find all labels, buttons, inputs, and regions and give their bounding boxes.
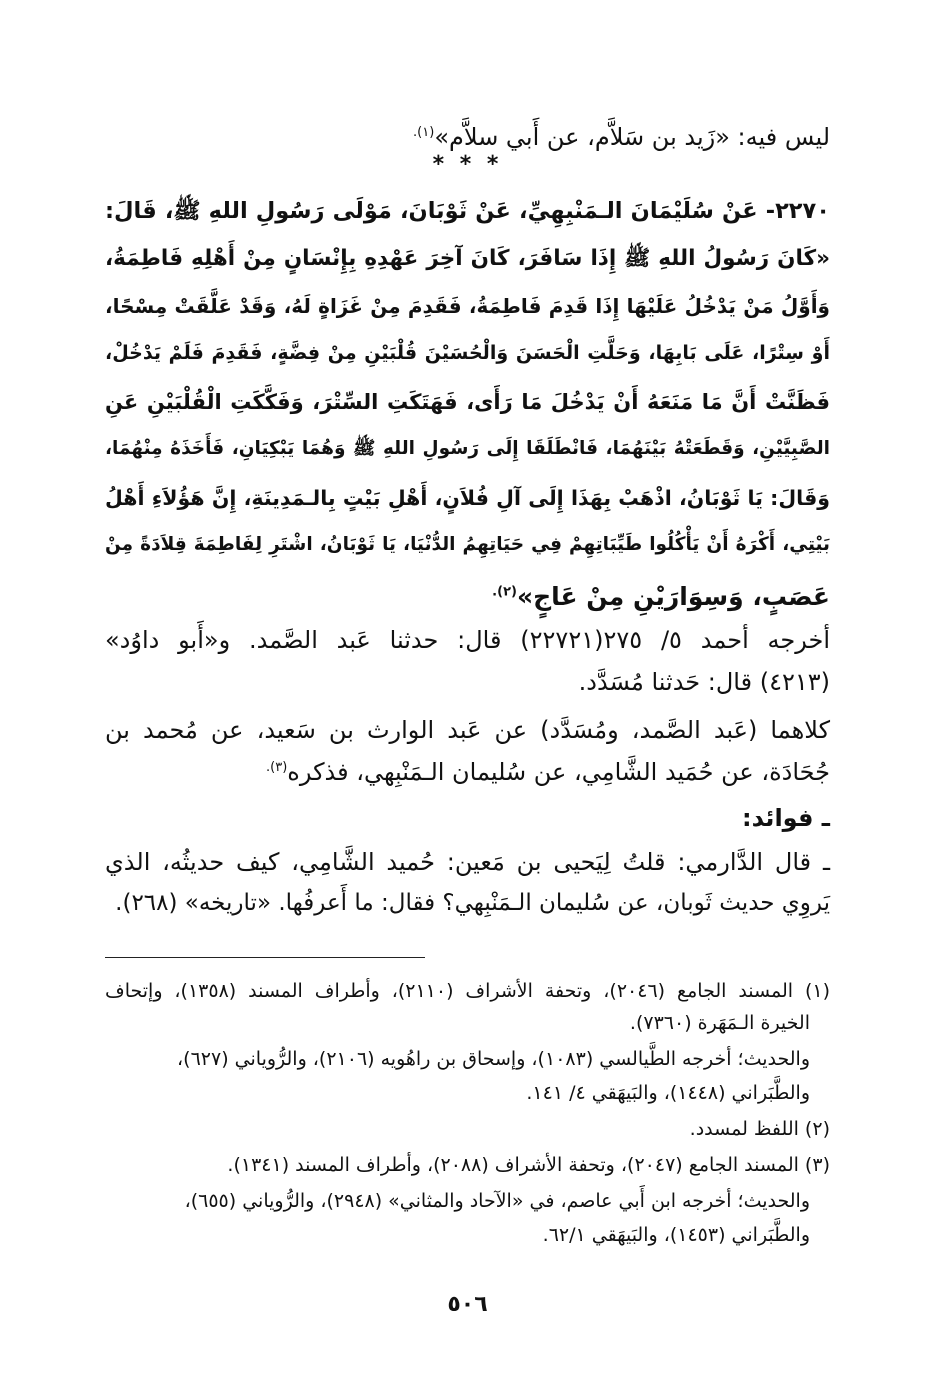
hadith-line-5: فَظَنَّتْ أَنَّ مَا مَنَعَهُ أَنْ يَدْخُلَ مَا رَأَى، فَهَتَكَتِ السِّتْرَ، وَفَكَّكَتِ الْقُلْبَيْنِ عَنِ xyxy=(105,390,830,414)
page-number: ٥٠٦ xyxy=(447,1292,488,1317)
hadith-line-2: «كَانَ رَسُولُ اللهِ ﷺ إِذَا سَافَرَ، كَانَ آخِرَ عَهْدِهِ بِإِنْسَانٍ مِنْ أَهْلِهِ فَاطِمَةُ، xyxy=(105,246,830,271)
chain-text: جُحَادَة، عن حُمَيد الشَّامِي، عن سُليمان الـمَنْبِهي، فذكره xyxy=(287,758,830,786)
hadith-line-7: وَقَالَ: يَا ثَوْبَانُ، اذْهَبْ بِهَذَا إِلَى آلِ فُلاَنٍ، أَهْلِ بَيْتٍ بِالـمَدِينَةِ، إِنَّ هَؤُلاَءِ أَهْلُ xyxy=(105,486,830,510)
chain-line-2 xyxy=(266,760,830,784)
hadith-line-6: الصَّبِيَّيْنِ، وَقَطَعَتْهُ بَيْنَهُمَا، فَانْطَلَقَا إِلَى رَسُولِ اللهِ ﷺ وَهُمَا يَبْكِيَانِ، فَأَخَذَهُ مِنْهُمَا، xyxy=(105,438,830,459)
footnote-3-line-1: (٣) المسند الجامع (٢٠٤٧)، وتحفة الأشراف (٢٠٨٨)، وأطراف المسند (١٣٤١). xyxy=(227,1154,830,1176)
fawaid-line-2: يَروِي حديث ثَوبان، عن سُليمان الـمَنْبِهي؟ فقال: ما أَعرفُها. «تاريخه» (٢٦٨). xyxy=(115,890,830,916)
hadith-line-1: ٢٢٧٠- عَنْ سُلَيْمَانَ الـمَنْبِهِيِّ، عَنْ ثَوْبَانَ، مَوْلَى رَسُولِ اللهِ ﷺ، قَالَ: xyxy=(105,198,830,224)
takhrij-line-2: (٤٢١٣) قال: حَدثنا مُسَدَّد. xyxy=(578,668,830,696)
hadith-line-8: بَيْتِي، أَكْرَهُ أَنْ يَأْكُلُوا طَيِّبَاتِهِمْ فِي حَيَاتِهِمُ الدُّنْيَا، يَا ثَوْبَانُ، اشْتَرِ لِفَاطِمَةَ قِلاَدَةً مِنْ xyxy=(105,534,830,555)
fawaid-line-1: ـ قال الدَّارمي: قلتُ لِيَحيى بن مَعين: حُميد الشَّامِي، كيف حديثُه، الذي xyxy=(105,848,830,876)
takhrij-line-1: أخرجه أحمد ٥/ ٢٧٥(٢٢٧٢١) قال: حدثنا عَبد الصَّمد. و«أَبو داوُد» xyxy=(105,626,830,654)
intro-text: ليس فيه: «زَيد بن سَلاَّم، عن أَبي سلاَّم» xyxy=(434,123,830,151)
hadith-last-text: عَصَبٍ، وَسِوَارَيْنِ مِنْ عَاجٍ» xyxy=(516,582,830,611)
hadith-line-3: وَأَوَّلُ مَنْ يَدْخُلُ عَلَيْهَا إِذَا قَدِمَ فَاطِمَةُ، فَقَدِمَ مِنْ غَزَاةٍ لَهُ، وَقَدْ عَلَّقَتْ مِسْحًا، xyxy=(105,294,830,318)
footnote-1-line-2: الخيرة الـمَهَرة (٧٣٦٠). xyxy=(629,1012,810,1034)
chain-line-1: كلاهما (عَبد الصَّمد، ومُسَدَّد) عن عَبد الوارث بن سَعيد، عن مُحمد بن xyxy=(105,716,830,744)
footnote-1-line-1: (١) المسند الجامع (٢٠٤٦)، وتحفة الأشراف (٢١١٠)، وأطراف المسند (١٣٥٨)، وإتحاف xyxy=(105,980,830,1002)
footnote-3-line-3: والطَّبَراني (١٤٥٣)، والبَيهَقي ٦٢/١. xyxy=(542,1224,810,1246)
intro-line xyxy=(413,125,830,149)
footnote-divider xyxy=(105,957,425,958)
footnote-ref-2: (٢). xyxy=(492,584,517,600)
footnote-1-line-4: والطَّبَراني (١٤٤٨)، والبَيهَقي ٤/ ١٤١. xyxy=(526,1082,810,1104)
hadith-line-4: أَوْ سِتْرًا، عَلَى بَابِهَا، وَحَلَّتِ الْحَسَنَ وَالْحُسَيْنَ قُلْبَيْنِ مِنْ فِضَّةٍ، فَقَدِمَ فَلَمْ يَدْخُلْ، xyxy=(105,342,830,364)
section-separator: * * * xyxy=(432,152,503,177)
hadith-line-9 xyxy=(492,584,830,609)
footnote-ref-3: (٣). xyxy=(266,760,288,775)
footnote-1-line-3: والحديث؛ أخرجه الطَّيالسي (١٠٨٣)، وإسحاق بن راهُويه (٢١٠٦)، والرُّوياني (٦٢٧)، xyxy=(177,1048,810,1070)
footnote-2: (٢) اللفظ لمسدد. xyxy=(689,1118,830,1140)
footnote-ref-1: (١). xyxy=(413,125,435,140)
fawaid-heading: ـ فوائد: xyxy=(741,804,830,832)
footnote-3-line-2: والحديث؛ أخرجه ابن أَبي عاصم، في «الآحاد والمثاني» (٢٩٤٨)، والرُّوياني (٦٥٥)، xyxy=(184,1190,810,1212)
